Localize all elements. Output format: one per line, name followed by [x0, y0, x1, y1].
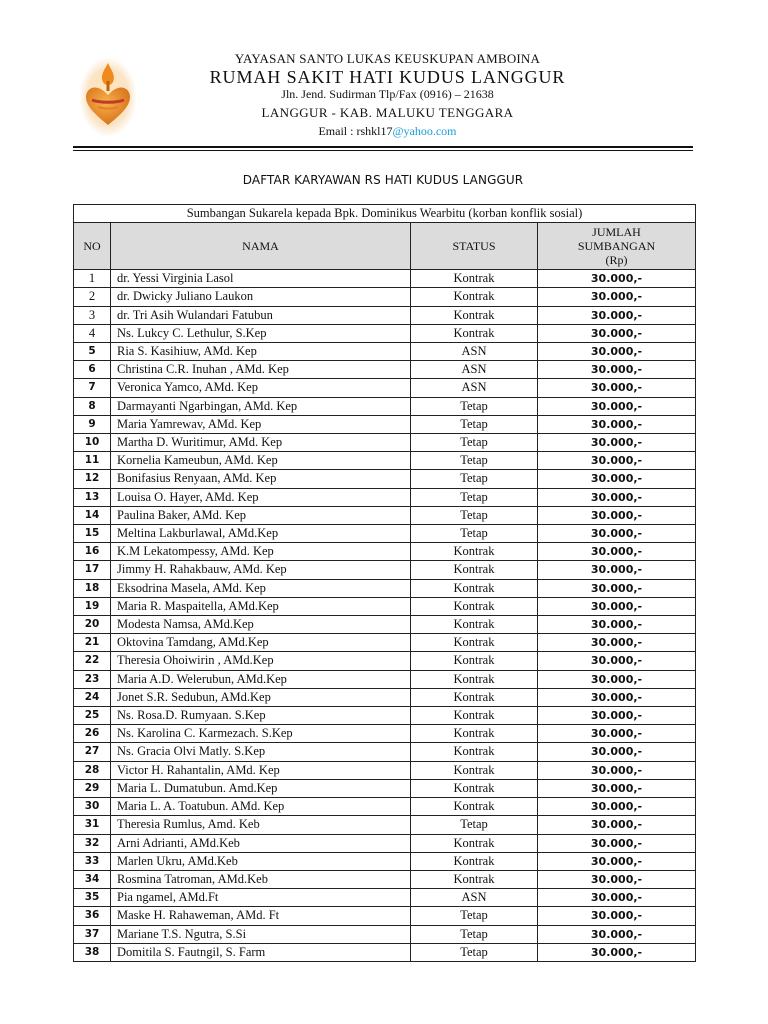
table-row — [74, 616, 696, 634]
employee-name: Jonet S.R. Sedubun, AMd.Kep — [111, 688, 411, 706]
employee-status: ASN — [411, 379, 538, 397]
row-number: 38 — [74, 943, 111, 961]
employee-name: K.M Lekatompessy, AMd. Kep — [111, 543, 411, 561]
employee-name: dr. Yessi Virginia Lasol — [111, 270, 411, 288]
row-number: 20 — [74, 616, 111, 634]
employee-name: Maria R. Maspaitella, AMd.Kep — [111, 597, 411, 615]
donation-amount: 30.000,- — [538, 343, 696, 361]
table-row — [74, 270, 696, 288]
header-divider-thin — [73, 150, 693, 151]
employee-status: Kontrak — [411, 579, 538, 597]
donation-amount: 30.000,- — [538, 506, 696, 524]
employee-status: Kontrak — [411, 561, 538, 579]
table-row — [74, 743, 696, 761]
column-header-jumlah-line2: SUMBANGAN — [577, 239, 656, 254]
row-number: 19 — [74, 597, 111, 615]
employee-name: Rosmina Tatroman, AMd.Keb — [111, 870, 411, 888]
row-number: 37 — [74, 925, 111, 943]
employee-name: Christina C.R. Inuhan , AMd. Kep — [111, 361, 411, 379]
row-number: 17 — [74, 561, 111, 579]
employee-status: Tetap — [411, 470, 538, 488]
donation-amount: 30.000,- — [538, 616, 696, 634]
table-row — [74, 889, 696, 907]
employee-status: Kontrak — [411, 270, 538, 288]
employee-name: Mariane T.S. Ngutra, S.Si — [111, 925, 411, 943]
table-row — [74, 379, 696, 397]
table-row — [74, 870, 696, 888]
employee-status: Kontrak — [411, 324, 538, 342]
table-row — [74, 561, 696, 579]
table-header-row — [74, 223, 696, 270]
row-number: 6 — [74, 361, 111, 379]
table-row — [74, 652, 696, 670]
employee-status: Tetap — [411, 434, 538, 452]
table-row — [74, 925, 696, 943]
table-row — [74, 343, 696, 361]
table-row — [74, 725, 696, 743]
donation-amount: 30.000,- — [538, 670, 696, 688]
row-number: 34 — [74, 870, 111, 888]
employee-status: Kontrak — [411, 543, 538, 561]
employee-status: Kontrak — [411, 688, 538, 706]
donation-amount: 30.000,- — [538, 688, 696, 706]
donation-amount: 30.000,- — [538, 870, 696, 888]
employee-status: Kontrak — [411, 652, 538, 670]
donation-amount: 30.000,- — [538, 306, 696, 324]
email-user: rshkl17 — [356, 124, 393, 138]
table-row — [74, 452, 696, 470]
employee-name: Ns. Gracia Olvi Matly. S.Kep — [111, 743, 411, 761]
row-number: 28 — [74, 761, 111, 779]
employee-name: Maske H. Rahaweman, AMd. Ft — [111, 907, 411, 925]
email-label: Email : — [318, 124, 357, 138]
header-divider-thick — [73, 146, 693, 148]
donation-amount: 30.000,- — [538, 452, 696, 470]
employee-name: dr. Dwicky Juliano Laukon — [111, 288, 411, 306]
employee-status: Tetap — [411, 506, 538, 524]
employee-name: Victor H. Rahantalin, AMd. Kep — [111, 761, 411, 779]
employee-name: Theresia Rumlus, Amd. Keb — [111, 816, 411, 834]
table-row — [74, 488, 696, 506]
donation-amount: 30.000,- — [538, 725, 696, 743]
donation-amount: 30.000,- — [538, 652, 696, 670]
employee-status: Tetap — [411, 415, 538, 433]
donation-amount: 30.000,- — [538, 634, 696, 652]
row-number: 11 — [74, 452, 111, 470]
row-number: 4 — [74, 324, 111, 342]
donation-amount: 30.000,- — [538, 561, 696, 579]
donation-amount: 30.000,- — [538, 597, 696, 615]
employee-status: Kontrak — [411, 870, 538, 888]
donation-amount: 30.000,- — [538, 579, 696, 597]
foundation-name: YAYASAN SANTO LUKAS KEUSKUPAN AMBOINA — [234, 51, 541, 66]
table-row — [74, 816, 696, 834]
row-number: 30 — [74, 798, 111, 816]
employee-name: Domitila S. Fautngil, S. Farm — [111, 943, 411, 961]
employee-status: Kontrak — [411, 306, 538, 324]
donation-amount: 30.000,- — [538, 761, 696, 779]
table-row — [74, 943, 696, 961]
row-number: 2 — [74, 288, 111, 306]
table-row — [74, 324, 696, 342]
employee-name: Ria S. Kasihiuw, AMd. Kep — [111, 343, 411, 361]
row-number: 22 — [74, 652, 111, 670]
donation-amount: 30.000,- — [538, 943, 696, 961]
document-title: DAFTAR KARYAWAN RS HATI KUDUS LANGGUR — [242, 173, 524, 187]
row-number: 25 — [74, 707, 111, 725]
table-row — [74, 688, 696, 706]
employee-status: Tetap — [411, 816, 538, 834]
table-row — [74, 634, 696, 652]
employee-status: Tetap — [411, 397, 538, 415]
table-row — [74, 288, 696, 306]
table-row — [74, 834, 696, 852]
column-header-nama: NAMA — [111, 223, 411, 270]
row-number: 15 — [74, 525, 111, 543]
row-number: 26 — [74, 725, 111, 743]
donation-amount: 30.000,- — [538, 324, 696, 342]
row-number: 23 — [74, 670, 111, 688]
donation-amount: 30.000,- — [538, 361, 696, 379]
donation-amount: 30.000,- — [538, 543, 696, 561]
row-number: 33 — [74, 852, 111, 870]
donation-amount: 30.000,- — [538, 379, 696, 397]
table-caption-row — [74, 205, 696, 223]
table-row — [74, 707, 696, 725]
table-row — [74, 907, 696, 925]
donation-amount: 30.000,- — [538, 925, 696, 943]
row-number: 35 — [74, 889, 111, 907]
table-row — [74, 579, 696, 597]
row-number: 10 — [74, 434, 111, 452]
employee-status: Tetap — [411, 525, 538, 543]
table-row — [74, 506, 696, 524]
hospital-address: Jln. Jend. Sudirman Tlp/Fax (0916) – 21638 — [281, 87, 494, 101]
donation-amount: 30.000,- — [538, 907, 696, 925]
donation-amount: 30.000,- — [538, 798, 696, 816]
donation-amount: 30.000,- — [538, 488, 696, 506]
employee-name: Arni Adrianti, AMd.Keb — [111, 834, 411, 852]
donation-amount: 30.000,- — [538, 834, 696, 852]
row-number: 13 — [74, 488, 111, 506]
donation-amount: 30.000,- — [538, 470, 696, 488]
row-number: 31 — [74, 816, 111, 834]
donation-amount: 30.000,- — [538, 415, 696, 433]
table-row — [74, 306, 696, 324]
table-row — [74, 470, 696, 488]
donation-amount: 30.000,- — [538, 779, 696, 797]
employee-name: Paulina Baker, AMd. Kep — [111, 506, 411, 524]
row-number: 1 — [74, 270, 111, 288]
employee-name: Martha D. Wuritimur, AMd. Kep — [111, 434, 411, 452]
table-row — [74, 434, 696, 452]
employee-name: Ns. Karolina C. Karmezach. S.Kep — [111, 725, 411, 743]
employee-status: Kontrak — [411, 779, 538, 797]
employee-status: Kontrak — [411, 597, 538, 615]
donation-amount: 30.000,- — [538, 525, 696, 543]
employee-status: ASN — [411, 889, 538, 907]
employee-name: Jimmy H. Rahakbauw, AMd. Kep — [111, 561, 411, 579]
employee-status: Kontrak — [411, 852, 538, 870]
employee-name: Meltina Lakburlawal, AMd.Kep — [111, 525, 411, 543]
employee-name: Darmayanti Ngarbingan, AMd. Kep — [111, 397, 411, 415]
employee-name: Theresia Ohoiwirin , AMd.Kep — [111, 652, 411, 670]
table-row — [74, 779, 696, 797]
email-domain-link[interactable]: @yahoo.com — [392, 124, 457, 138]
table-row — [74, 525, 696, 543]
employee-name: Modesta Namsa, AMd.Kep — [111, 616, 411, 634]
table-row — [74, 597, 696, 615]
row-number: 24 — [74, 688, 111, 706]
table-row — [74, 852, 696, 870]
row-number: 7 — [74, 379, 111, 397]
table-row — [74, 415, 696, 433]
donation-amount: 30.000,- — [538, 889, 696, 907]
employee-status: Kontrak — [411, 798, 538, 816]
hospital-location: LANGGUR - KAB. MALUKU TENGGARA — [261, 105, 514, 120]
hospital-name: RUMAH SAKIT HATI KUDUS LANGGUR — [209, 67, 566, 87]
column-header-jumlah-line3: (Rp) — [605, 253, 628, 268]
employee-status: Kontrak — [411, 761, 538, 779]
hospital-logo-sacred-heart-icon — [78, 55, 138, 138]
employee-status: Tetap — [411, 907, 538, 925]
employee-name: Eksodrina Masela, AMd. Kep — [111, 579, 411, 597]
employee-name: Ns. Rosa.D. Rumyaan. S.Kep — [111, 707, 411, 725]
row-number: 29 — [74, 779, 111, 797]
employee-status: Kontrak — [411, 670, 538, 688]
employee-status: Tetap — [411, 488, 538, 506]
row-number: 8 — [74, 397, 111, 415]
employee-name: Veronica Yamco, AMd. Kep — [111, 379, 411, 397]
table-row — [74, 397, 696, 415]
employee-name: Kornelia Kameubun, AMd. Kep — [111, 452, 411, 470]
employee-name: Maria A.D. Welerubun, AMd.Kep — [111, 670, 411, 688]
row-number: 9 — [74, 415, 111, 433]
table-row — [74, 761, 696, 779]
donation-amount: 30.000,- — [538, 270, 696, 288]
employee-status: Tetap — [411, 943, 538, 961]
table-row — [74, 543, 696, 561]
employee-name: Maria L. A. Toatubun. AMd. Kep — [111, 798, 411, 816]
table-body — [74, 270, 696, 962]
donation-amount: 30.000,- — [538, 743, 696, 761]
row-number: 27 — [74, 743, 111, 761]
table-caption: Sumbangan Sukarela kepada Bpk. Dominikus Wearbitu (korban konflik sosial) — [74, 205, 696, 223]
employee-status: Kontrak — [411, 707, 538, 725]
employee-status: Kontrak — [411, 634, 538, 652]
row-number: 5 — [74, 343, 111, 361]
employee-name: Maria L. Dumatubun. Amd.Kep — [111, 779, 411, 797]
table-row — [74, 798, 696, 816]
row-number: 12 — [74, 470, 111, 488]
row-number: 16 — [74, 543, 111, 561]
hospital-email — [150, 124, 625, 139]
donation-amount: 30.000,- — [538, 852, 696, 870]
employee-status: Kontrak — [411, 725, 538, 743]
column-header-no: NO — [74, 223, 111, 270]
employee-name: Oktovina Tamdang, AMd.Kep — [111, 634, 411, 652]
employee-status: Kontrak — [411, 288, 538, 306]
employee-status: ASN — [411, 361, 538, 379]
donation-amount: 30.000,- — [538, 288, 696, 306]
employee-name: Pia ngamel, AMd.Ft — [111, 889, 411, 907]
donation-amount: 30.000,- — [538, 434, 696, 452]
employee-name: Bonifasius Renyaan, AMd. Kep — [111, 470, 411, 488]
row-number: 32 — [74, 834, 111, 852]
column-header-jumlah-line1: JUMLAH — [592, 225, 641, 240]
donation-amount: 30.000,- — [538, 816, 696, 834]
column-header-status: STATUS — [411, 223, 538, 270]
row-number: 21 — [74, 634, 111, 652]
table-row — [74, 670, 696, 688]
row-number: 3 — [74, 306, 111, 324]
row-number: 18 — [74, 579, 111, 597]
donation-amount: 30.000,- — [538, 397, 696, 415]
employee-name: dr. Tri Asih Wulandari Fatubun — [111, 306, 411, 324]
employee-status: ASN — [411, 343, 538, 361]
column-header-jumlah — [538, 223, 696, 270]
employee-status: Kontrak — [411, 834, 538, 852]
row-number: 14 — [74, 506, 111, 524]
employee-name: Ns. Lukcy C. Lethulur, S.Kep — [111, 324, 411, 342]
row-number: 36 — [74, 907, 111, 925]
employee-status: Tetap — [411, 925, 538, 943]
employee-name: Marlen Ukru, AMd.Keb — [111, 852, 411, 870]
employee-status: Kontrak — [411, 743, 538, 761]
employee-status: Kontrak — [411, 616, 538, 634]
employee-name: Maria Yamrewav, AMd. Kep — [111, 415, 411, 433]
donation-amount: 30.000,- — [538, 707, 696, 725]
staff-donation-table — [73, 204, 696, 962]
table-row — [74, 361, 696, 379]
employee-status: Tetap — [411, 452, 538, 470]
employee-name: Louisa O. Hayer, AMd. Kep — [111, 488, 411, 506]
